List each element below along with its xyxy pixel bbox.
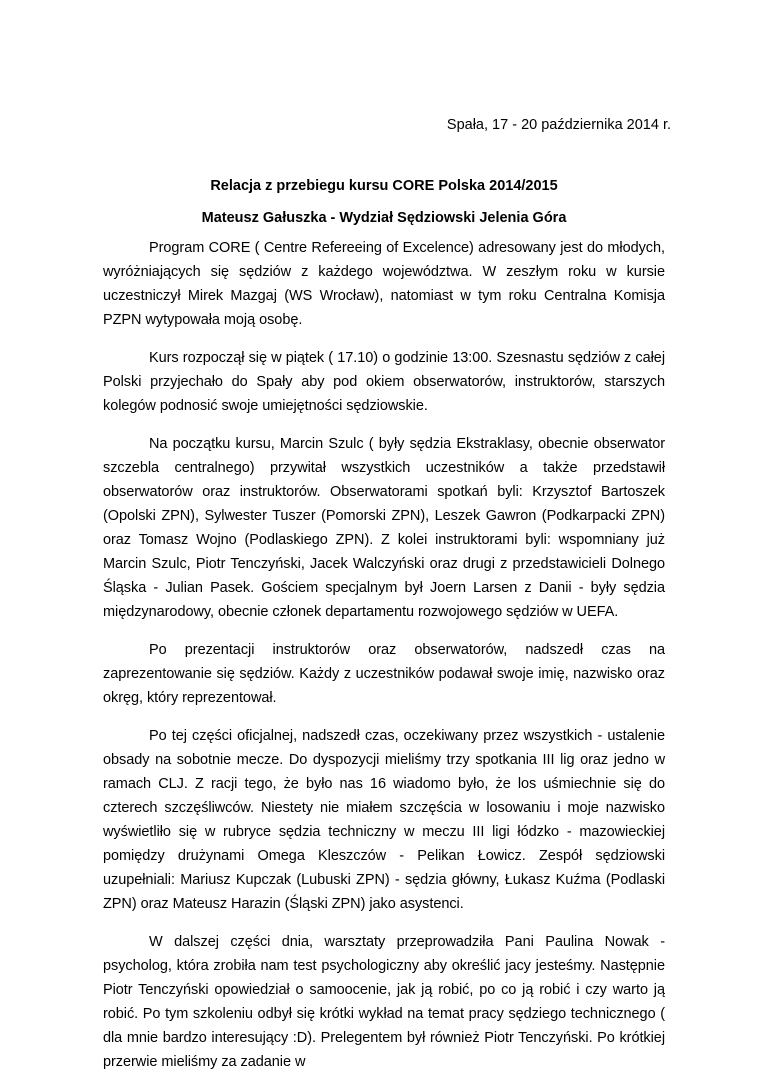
paragraph-course-start: Kurs rozpoczął się w piątek ( 17.10) o godzinie 13:00. Szesnastu sędziów z całej Polski przyjechało do Spały aby pod okiem obserwatorów, instruktorów, starszych kolegów podnosić swoje umiejętności sędziowskie. xyxy=(103,350,665,414)
paragraph-introductions: Na początku kursu, Marcin Szulc ( były sędzia Ekstraklasy, obecnie obserwator szczebla centralnego) przywitał wszystkich uczestników a także przedstawił obserwatorów oraz instruktorów. Obserwatorami spotkań byli: Krzysztof Bartoszek (Opolski ZPN), Sylwester Tuszer (Pomorski ZPN), Leszek Gawron (Podkarpacki ZPN) oraz Tomasz Wojno (Podlaskiego ZPN). Z kolei instruktorami byli: wspomniany już Marcin Szulc, Piotr Tenczyński, Jacek Walczyński oraz drugi z przedstawicieli Dolnego Śląska - Julian Pasek. Gościem specjalnym był Joern Larsen z Danii - były sędzia międzynarodowy, obecnie członek departamentu rozwojowego sędziów w UEFA. xyxy=(103,436,665,620)
document-title: Relacja z przebiegu kursu CORE Polska 2014/2015 xyxy=(210,178,558,194)
author-line: Mateusz Gałuszka - Wydział Sędziowski Jelenia Góra xyxy=(201,210,567,226)
paragraph-referee-presentation: Po prezentacji instruktorów oraz obserwatorów, nadszedł czas na zaprezentowanie się sędziów. Każdy z uczestników podawał swoje imię, nazwisko oraz okręg, który reprezentował. xyxy=(103,642,665,706)
paragraph-match-draw: Po tej części oficjalnej, nadszedł czas, oczekiwany przez wszystkich - ustalenie obsady na sobotnie mecze. Do dyspozycji mieliśmy trzy spotkania III lig oraz jedno w ramach CLJ. Z racji tego, że było nas 16 wiadomo było, że los uśmiechnie się do czterech szczęśliwców. Niestety nie miałem szczęścia w losowaniu i moje nazwisko wyświetliło się w rubryce sędzia techniczny w meczu III ligi łódzko - mazowieckiej pomiędzy drużynami Omega Kleszczów - Pelikan Łowicz. Zespół sędziowski uzupełniali: Mariusz Kupczak (Lubuski ZPN) - sędzia główny, Łukasz Kuźma (Podlaski ZPN) oraz Mateusz Harazin (Śląski ZPN) jako asystenci. xyxy=(103,728,665,912)
paragraph-program-core: Program CORE ( Centre Refereeing of Excelence) adresowany jest do młodych, wyróżniających się sędziów z każdego województwa. W zeszłym roku w kursie uczestniczył Mirek Mazgaj (WS Wrocław), natomiast w tym roku Centralna Komisja PZPN wytypowała moją osobę. xyxy=(103,240,665,328)
document-body xyxy=(103,236,665,1088)
paragraph-workshops: W dalszej części dnia, warsztaty przeprowadziła Pani Paulina Nowak - psycholog, która zrobiła nam test psychologiczny aby określić jacy jesteśmy. Następnie Piotr Tenczyński opowiedział o samoocenie, jak ją robić, po co ją robić i czy warto ją robić. Po tym szkoleniu odbył się krótki wykład na temat pracy sędziego technicznego ( dla mnie bardzo interesujący :D). Prelegentem był również Piotr Tenczyński. Po krótkiej przerwie mieliśmy za zadanie w xyxy=(103,934,665,1070)
date-line: Spała, 17 - 20 października 2014 r. xyxy=(446,117,671,133)
